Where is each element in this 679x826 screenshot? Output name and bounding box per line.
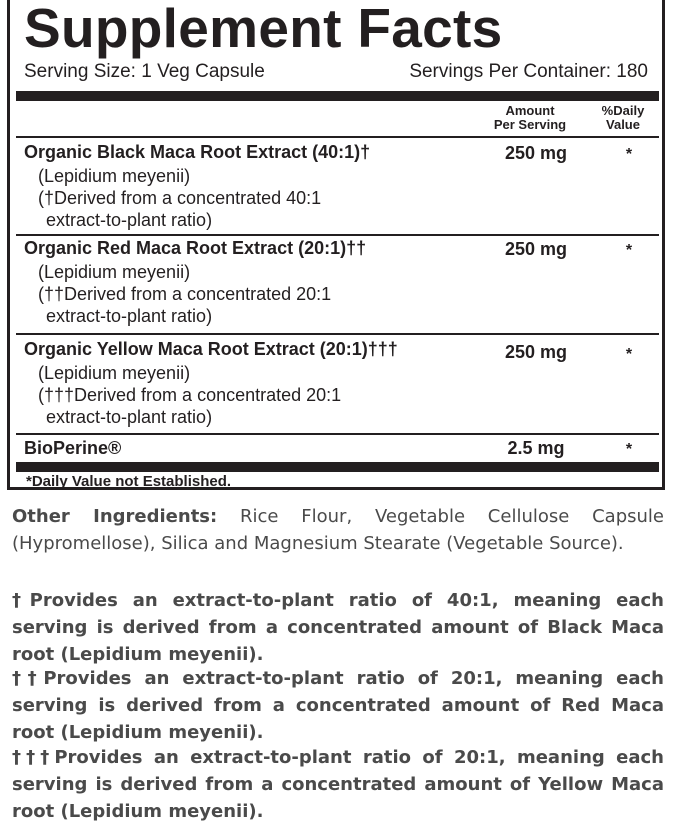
ingredient-amount: 250 mg [504,239,568,259]
row-rule [16,433,659,435]
ingredient-ratio: extract-to-plant ratio) [46,210,213,230]
amount-column-header [480,104,580,132]
ingredient-name: BioPerine® [24,438,122,458]
bottom-divider-bar [16,462,659,472]
ingredient-row-bioperine [16,436,659,462]
supplement-facts-panel [7,0,665,490]
daily-value-footnote: *Daily Value not Established. [26,473,232,490]
ingredient-derivation: (††Derived from a concentrated 20:1 [38,284,332,304]
ingredient-botanical: (Lepidium meyenii) [38,262,191,282]
panel-title: Supplement Facts [24,0,503,59]
ingredient-daily-value: * [625,346,633,363]
ingredient-amount: 2.5 mg [507,438,565,458]
ingredient-amount: 250 mg [504,342,568,362]
ingredient-row-black-maca [16,140,659,233]
ingredient-ratio: extract-to-plant ratio) [46,407,213,427]
ingredient-row-red-maca [16,236,659,331]
other-ingredients-label: Other Ingredients: [12,506,218,527]
ingredient-daily-value: * [625,441,633,458]
ingredient-daily-value: * [625,146,633,163]
ingredient-ratio: extract-to-plant ratio) [46,306,213,326]
other-ingredients [12,503,664,557]
ingredient-derivation: (†Derived from a concentrated 40:1 [38,188,322,208]
amount-header-line1: Amount [505,103,555,118]
dv-header-line1: %Daily [601,103,645,118]
footnote-red-maca: ††Provides an extract-to-plant ratio of 20:1, meaning each serving is derived from a concentrated amount of Red Maca root (Lepidium meyenii). [12,668,664,743]
dv-header-line2: Value [606,117,640,132]
serving-size: Serving Size: 1 Veg Capsule [24,61,265,82]
row-rule [16,333,659,335]
footnote-yellow-maca: †††Provides an extract-to-plant ratio of 20:1, meaning each serving is derived from a concentrated amount of Yellow Maca root (Lepidium meyenii). [12,747,664,822]
daily-value-column-header [593,104,653,132]
other-ingredients-text: Rice Flour, Vegetable Cellulose Capsule (Hypromellose), Silica and Magnesium Stearate (Vegetable Source). [12,506,664,554]
ingredient-amount: 250 mg [504,143,568,163]
ingredient-daily-value: * [625,242,633,259]
ingredient-derivation: (†††Derived from a concentrated 20:1 [38,385,342,405]
ingredient-botanical: (Lepidium meyenii) [38,166,191,186]
ingredient-name: Organic Black Maca Root Extract (40:1)† [24,142,371,162]
amount-header-line2: Per Serving [493,117,567,132]
header-rule [16,136,659,138]
ingredient-botanical: (Lepidium meyenii) [38,363,191,383]
ingredient-name: Organic Red Maca Root Extract (20:1)†† [24,238,367,258]
servings-per-container: Servings Per Container: 180 [409,61,648,82]
footnote-black-maca: †Provides an extract-to-plant ratio of 40:1, meaning each serving is derived from a concentrated amount of Black Maca root (Lepidium meyenii). [12,590,664,665]
top-divider-bar [16,91,659,101]
ingredient-name: Organic Yellow Maca Root Extract (20:1)††† [24,339,398,359]
ingredient-row-yellow-maca [16,337,659,432]
